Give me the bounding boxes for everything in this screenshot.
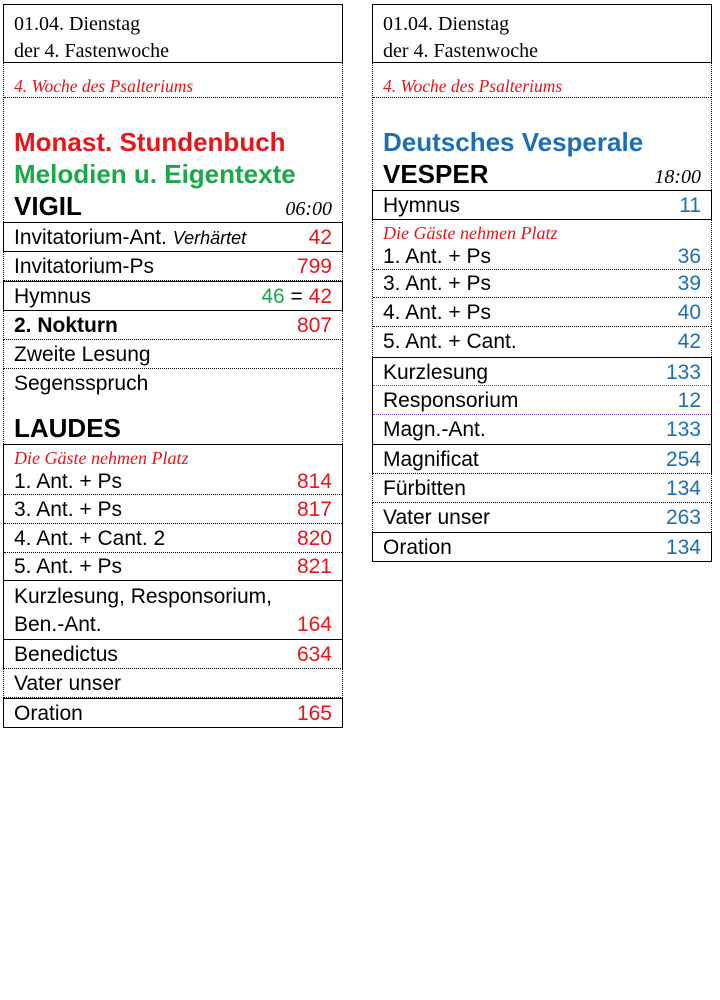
list-item [373, 386, 711, 415]
vigil-title: VIGIL [14, 191, 82, 221]
page-number: 164 [296, 613, 332, 636]
list-item [3, 311, 343, 340]
item-label: Segensspruch [14, 372, 149, 395]
page-number: 133 [665, 418, 701, 441]
item-line [14, 611, 332, 639]
list-item [4, 524, 342, 553]
page-number: 134 [665, 477, 701, 500]
page-number: 36 [677, 245, 701, 268]
list-item [3, 669, 343, 698]
guests-note: Die Gäste nehmen Platz [383, 223, 558, 243]
book-subtitle: Melodien u. Eigentexte [14, 159, 296, 189]
item-note: Verhärtet [172, 228, 247, 248]
item-label: 4. Ant. + Ps [383, 301, 491, 324]
item-label: Magn.-Ant. [383, 418, 486, 441]
page-number: 42 [677, 330, 701, 353]
list-item [3, 222, 343, 252]
page-number: 817 [296, 498, 332, 521]
header-section [372, 63, 712, 190]
item-label: 3. Ant. + Ps [14, 498, 122, 521]
vesper-time: 18:00 [654, 166, 701, 188]
page-number: 814 [296, 470, 332, 493]
item-label: 4. Ant. + Cant. 2 [14, 527, 166, 550]
laudes-title: LAUDES [14, 413, 121, 443]
item-label: 3. Ant. + Ps [383, 272, 491, 295]
list-item [3, 281, 343, 311]
list-item [4, 553, 342, 580]
item-label: Kurzlesung [383, 361, 489, 384]
psalter-week: 4. Woche des Psalteriums [4, 63, 342, 98]
list-item [372, 474, 712, 503]
week-of-lent: der 4. Fastenwoche [14, 40, 169, 62]
page-number: 263 [665, 506, 701, 529]
list-item [373, 415, 711, 444]
item-label: Magnificat [383, 448, 479, 471]
item-label: Invitatorium-Ps [14, 255, 155, 278]
list-item [3, 252, 343, 281]
list-item [3, 340, 343, 369]
header-section [3, 63, 343, 222]
left-column [3, 4, 343, 728]
page-number: 821 [296, 555, 332, 578]
book-title: Monast. Stundenbuch [14, 127, 286, 157]
item-label: Oration [383, 536, 452, 559]
item-label: 2. Nokturn [14, 314, 118, 337]
list-item [373, 244, 711, 270]
book-title: Deutsches Vesperale [383, 127, 644, 157]
item-label: 5. Ant. + Ps [14, 555, 122, 578]
page-number: 133 [665, 361, 701, 384]
list-item [4, 469, 342, 495]
item-label: Invitatorium-Ant. [14, 226, 167, 249]
psalter-week: 4. Woche des Psalteriums [373, 63, 711, 98]
week-of-lent: der 4. Fastenwoche [383, 40, 538, 62]
page-number: 820 [296, 527, 332, 550]
vesper-heading [373, 158, 711, 190]
page-number: 42 [308, 285, 332, 308]
list-item [373, 270, 711, 298]
item-label: 1. Ant. + Ps [383, 245, 491, 268]
date-box [372, 4, 712, 63]
page-number: 799 [296, 255, 332, 278]
list-item [4, 581, 342, 639]
page-number: 40 [677, 301, 701, 324]
page-number: 11 [679, 194, 701, 217]
list-item [373, 358, 711, 386]
kurzlesung-group [3, 580, 343, 640]
list-item [373, 327, 711, 357]
item-label: Benedictus [14, 643, 118, 666]
page-number: 39 [677, 272, 701, 295]
page-number: 12 [677, 389, 701, 412]
page-number-alt: 46 [261, 285, 285, 308]
page-number: 807 [296, 314, 332, 337]
item-label: Hymnus [383, 194, 461, 217]
date-box [3, 4, 343, 63]
list-item [3, 640, 343, 669]
item-label: Zweite Lesung [14, 343, 151, 366]
item-label: Fürbitten [383, 477, 466, 500]
item-label: Responsorium [383, 389, 519, 412]
guests-note: Die Gäste nehmen Platz [14, 448, 189, 468]
date-line: 01.04. Dienstag [14, 13, 141, 35]
item-label-cont: Ben.-Ant. [14, 613, 102, 636]
item-label: 5. Ant. + Cant. [383, 330, 517, 353]
psalm-list [372, 220, 712, 357]
item-label: Vater unser [383, 506, 490, 529]
list-item [373, 298, 711, 327]
page-number: 634 [296, 643, 332, 666]
laudes-section [3, 398, 343, 444]
right-column [372, 4, 712, 562]
page-number: 134 [665, 536, 701, 559]
equals-sign: = [284, 285, 309, 308]
page-number: 42 [308, 226, 332, 249]
item-label: Kurzlesung, Responsorium, [14, 585, 272, 608]
item-label: 1. Ant. + Ps [14, 470, 122, 493]
list-item [372, 190, 712, 220]
page-number: 254 [665, 448, 701, 471]
item-label: Hymnus [14, 285, 92, 308]
list-item [3, 698, 343, 728]
item-label: Oration [14, 702, 83, 725]
laudes-list [3, 444, 343, 580]
list-item [372, 503, 712, 532]
date-line: 01.04. Dienstag [383, 13, 510, 35]
list-item [372, 445, 712, 474]
list-item [372, 532, 712, 562]
item-label: Vater unser [14, 672, 121, 695]
vigil-time: 06:00 [285, 198, 332, 220]
list-item [3, 369, 343, 398]
kurzlesung-group [372, 357, 712, 445]
vesper-title: VESPER [383, 159, 489, 189]
vigil-heading [4, 190, 342, 222]
list-item [4, 495, 342, 524]
page-number: 165 [296, 702, 332, 725]
